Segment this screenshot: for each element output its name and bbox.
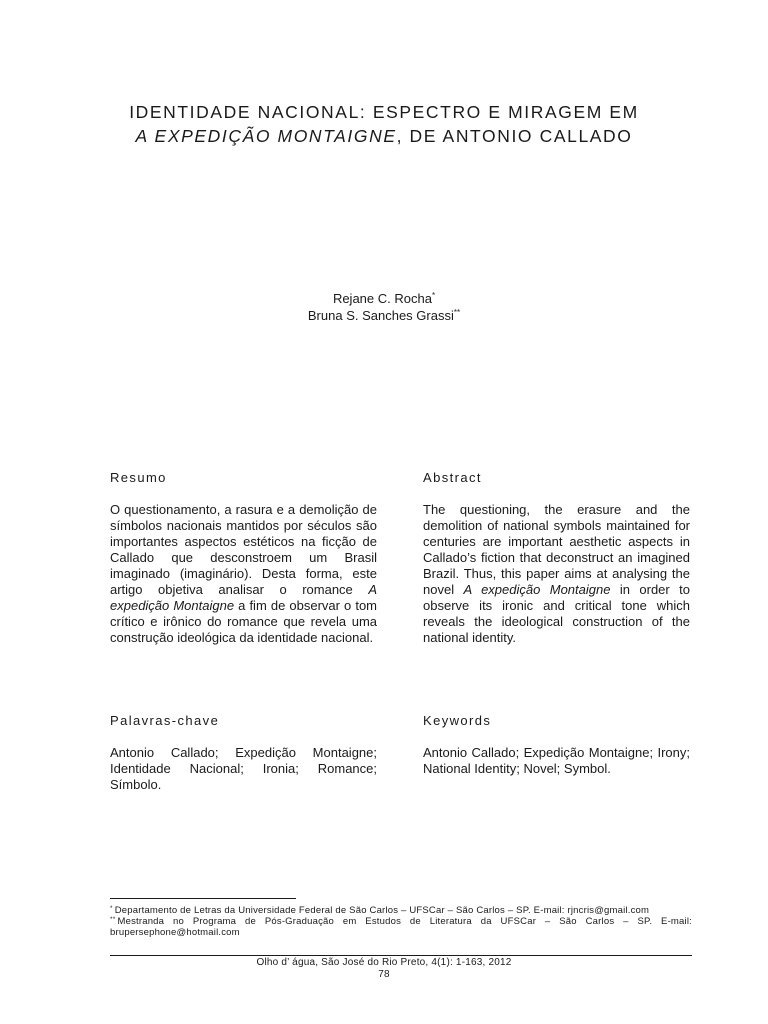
abstract-heading: Abstract [423,470,482,485]
title-line-2 [0,124,768,148]
journal-citation: Olho d’ água, São José do Rio Preto, 4(1): 1-163, 2012 [256,957,512,968]
footnote-2-mark: ** [110,916,116,923]
footnote-1 [110,905,692,916]
author-1-name: Rejane C. Rocha [332,291,432,306]
abstract-section [423,470,690,646]
footer-divider [110,955,692,956]
resumo-heading: Resumo [110,470,167,485]
author-list [0,290,768,324]
author-2 [0,307,768,324]
page-footer [0,957,768,981]
author-1 [0,290,768,307]
keywords-text: Antonio Callado; Expedição Montaigne; Irony; National Identity; Novel; Symbol. [423,745,690,776]
resumo-text-part-1: O questionamento, a rasura e a demolição de símbolos nacionais mantidos por séculos são importantes aspectos estéticos na ficção de Callado que desconstroem um Brasil imaginado (imaginário). Desta forma, este artigo objetiva analisar o romance [110,502,377,597]
author-2-name: Bruna S. Sanches Grassi [307,308,454,323]
footnote-1-mark: * [110,905,113,912]
resumo-text [110,502,377,646]
footnote-2-text: Mestranda no Programa de Pós-Graduação em Estudos de Literatura da UFSCar – São Carlos – SP. E-mail: brupersephone@hotmail.com [110,916,692,938]
title-line-1: IDENTIDADE NACIONAL: ESPECTRO E MIRAGEM EM [129,102,639,122]
title-italic-work: A EXPEDIÇÃO MONTAIGNE [135,126,397,146]
abstract-italic-title: A expedição Montaigne [463,582,611,597]
footnotes [110,905,692,938]
author-2-footnote-mark: ** [453,308,461,317]
resumo-italic-title: A expedição Montaigne [110,582,377,613]
footnote-1-text: Departamento de Letras da Universidade Federal de São Carlos – UFSCar – São Carlos – SP. E-mail: rjncris@gmail.com [114,905,650,916]
resumo-text-part-2: a fim de observar o tom crítico e irônico do romance que revela uma construção ideológica da identidade nacional. [110,598,378,645]
keywords-section [423,713,690,777]
resumo-section [110,470,377,646]
title-author-part: , DE ANTONIO CALLADO [396,126,633,146]
author-1-footnote-mark: * [431,291,436,300]
page-number: 78 [378,969,390,980]
abstract-text [423,502,690,646]
palavras-chave-text: Antonio Callado; Expedição Montaigne; Identidade Nacional; Ironia; Romance; Símbolo. [110,745,377,792]
abstract-text-part-2: in order to observe its ironic and critical tone which reveals the ideological construction of the national identity. [423,582,690,645]
article-title [0,100,768,148]
abstract-text-part-1: The questioning, the erasure and the demolition of national symbols maintained for centuries are important aesthetic aspects in Callado’s fiction that deconstruct an imagined Brazil. Thus, this paper aims at analysing the novel [423,502,690,597]
footnote-2 [110,916,692,938]
keywords-heading: Keywords [423,713,492,728]
palavras-chave-section [110,713,377,793]
palavras-chave-heading: Palavras-chave [110,713,220,728]
footnote-divider [110,898,296,899]
